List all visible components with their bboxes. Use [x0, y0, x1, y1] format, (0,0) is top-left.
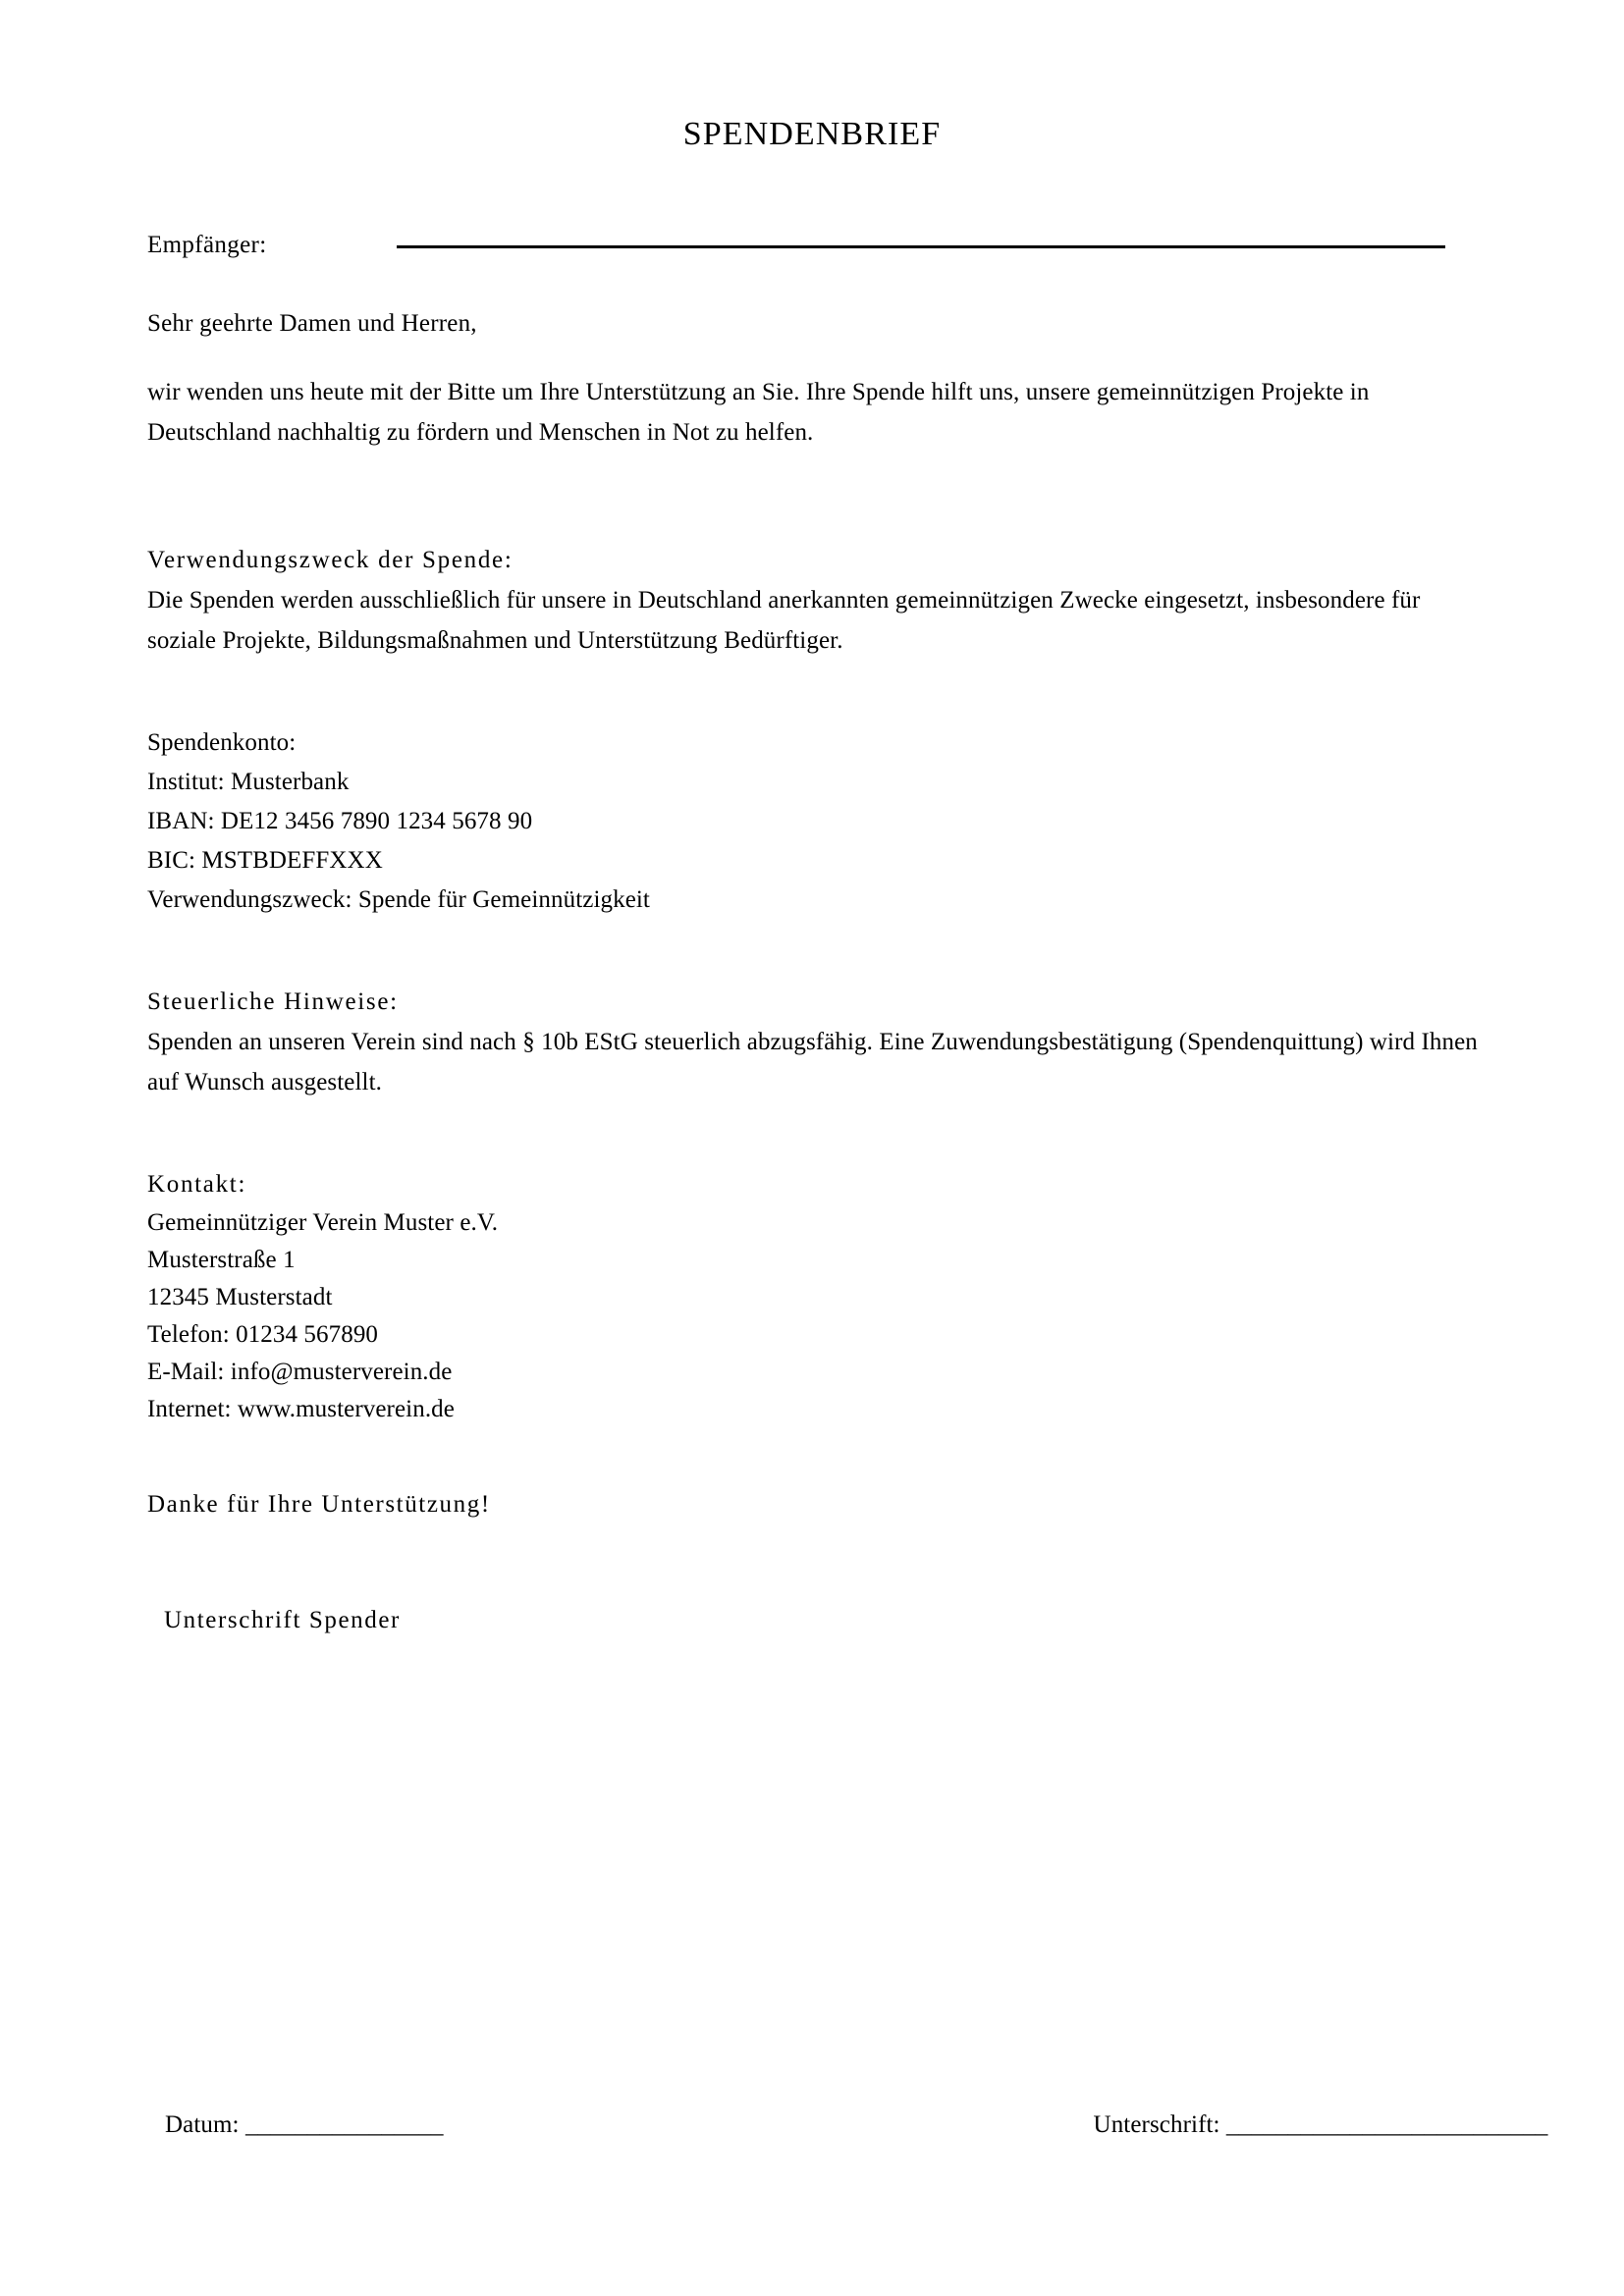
spacer-before-tax: [147, 920, 1483, 983]
section-bank-account: [147, 723, 1483, 920]
bank-bic: BIC: MSTBDEFFXXX: [147, 847, 383, 874]
document-body: [147, 232, 1483, 1634]
spacer-before-bank: [147, 661, 1483, 723]
tax-notes-text: Spenden an unseren Verein sind nach § 10b EStG steuerlich abzugsfähig. Eine Zuwendungsbestätigung (Spendenquittung) wird Ihnen auf Wunsch ausgestellt.: [147, 1029, 1478, 1095]
spacer-before-signature-label: [147, 1519, 1483, 1607]
recipient-label: Empfänger:: [147, 232, 267, 258]
bank-institute: Institut: Musterbank: [147, 769, 350, 795]
contact-organisation: Gemeinnütziger Verein Muster e.V.: [147, 1209, 499, 1236]
spacer-before-closing: [147, 1428, 1483, 1491]
contact-city: 12345 Musterstadt: [147, 1284, 333, 1310]
purpose-heading: Verwendungszweck der Spende:: [147, 547, 514, 573]
spacer-before-contact: [147, 1102, 1483, 1165]
contact-street: Musterstraße 1: [147, 1247, 296, 1273]
contact-email: E-Mail: info@musterverein.de: [147, 1359, 453, 1385]
bank-heading: Spendenkonto:: [147, 729, 297, 756]
bank-reference: Verwendungszweck: Spende für Gemeinnützigkeit: [147, 886, 650, 913]
intro-paragraph: wir wenden uns heute mit der Bitte um Ihre Unterstützung an Sie. Ihre Spende hilft uns, unsere gemeinnützigen Projekte in Deutschland nachhaltig zu fördern und Menschen in Not zu helfen.: [147, 379, 1370, 446]
bank-iban: IBAN: DE12 3456 7890 1234 5678 90: [147, 808, 533, 834]
spacer-before-purpose: [147, 453, 1483, 541]
recipient-input-line[interactable]: [397, 245, 1445, 248]
footer-fields: [165, 2111, 1548, 2139]
purpose-text: Die Spenden werden ausschließlich für unsere in Deutschland anerkannten gemeinnützigen Zwecke eingesetzt, insbesondere für soziale Projekte, Bildungsmaßnahmen und Unterstützung Bedürftiger.: [147, 587, 1421, 654]
closing-text: Danke für Ihre Unterstützung!: [147, 1491, 491, 1518]
section-contact: [147, 1165, 1483, 1428]
signature-label: Unterschrift Spender: [164, 1607, 401, 1633]
section-tax-notes: [147, 983, 1483, 1102]
contact-website: Internet: www.musterverein.de: [147, 1396, 455, 1422]
contact-heading: Kontakt:: [147, 1171, 247, 1198]
signature-field[interactable]: Unterschrift: __________________________: [1093, 2111, 1548, 2138]
tax-notes-heading: Steuerliche Hinweise:: [147, 988, 399, 1015]
spacer-after-salutation: [147, 338, 1483, 372]
contact-phone: Telefon: 01234 567890: [147, 1321, 379, 1348]
salutation: Sehr geehrte Damen und Herren,: [147, 310, 477, 337]
recipient-row: [147, 232, 1483, 271]
page-title: SPENDENBRIEF: [682, 116, 942, 152]
date-field[interactable]: Datum: ________________: [165, 2111, 444, 2138]
section-purpose: [147, 541, 1483, 661]
